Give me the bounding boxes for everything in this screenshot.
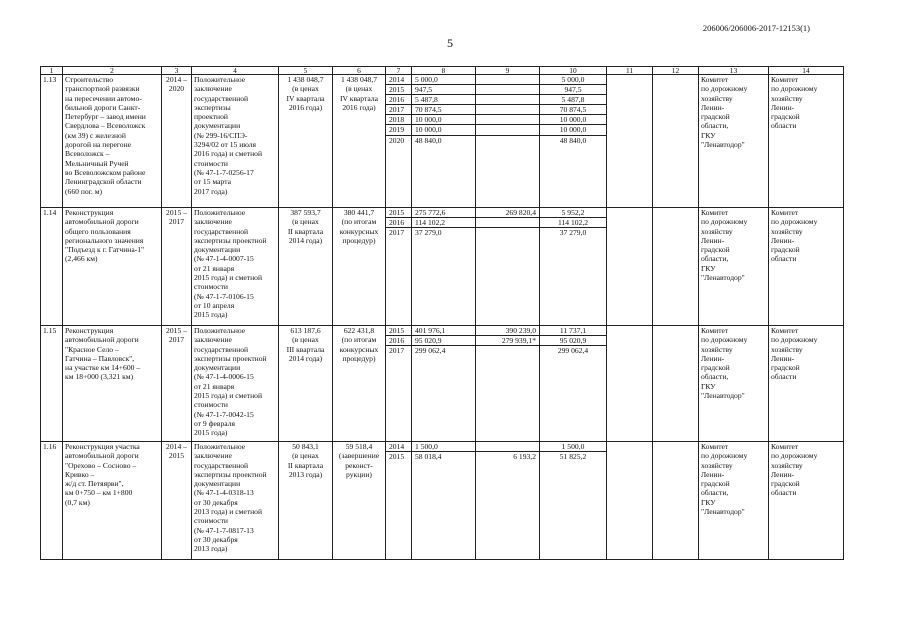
object-name: Реконструкция участка автомобильной дороги "Орехово – Сосново – Кривко – ж/д ст. Петяярви", км 0+750 – км 1+800 (0,7 км) (63, 442, 162, 560)
total-amount-value: 1 500,0 (412, 442, 475, 452)
total-amount-value: 48 840,0 (415, 135, 442, 145)
federal-amount-value (476, 346, 539, 355)
object-name: Строительство транспортной развязки на пересечении автомо- бильной дороги Санкт- Петербург – завод имени Свердлова – Всеволожск (км 39) с железной дорогой на перегоне Всеволожск – Мельничный Ручей во Всеволожском районе Ленинградской области (660 пог. м) (63, 75, 162, 208)
regional-amount-value: 10 000,0 (540, 125, 606, 135)
year-value: 2014 (386, 442, 411, 452)
col-11-empty (607, 75, 653, 208)
customer: Комитет по дорожному хозяйству Ленин- градской области, ГКУ "Ленавтодор" (699, 442, 769, 560)
year-value: 2018 (386, 115, 411, 125)
contract-cost: 59 518,4 (завершение реконст- рукции) (333, 442, 386, 560)
total-amount (412, 442, 476, 560)
regional-amount-value: 1 500,0 (540, 442, 606, 452)
column-number-cell: 3 (162, 67, 192, 75)
total-amount-value: 70 874,5 (412, 105, 475, 115)
year (386, 442, 412, 560)
contract-cost: 380 441,7 (по итогам конкурсных процедур) (333, 208, 386, 326)
column-number-row (41, 67, 844, 75)
col-12-empty (653, 326, 699, 442)
total-amount-value: 275 772,6 (412, 208, 475, 218)
period: 2015 – 2017 (162, 208, 192, 326)
responsible-agent: Комитет по дорожному хозяйству Ленин- градской области (769, 208, 844, 326)
year-value: 2015 (389, 452, 405, 462)
row-number: 1.14 (41, 208, 63, 326)
contract-cost: 622 431,8 (по итогам конкурсных процедур) (333, 326, 386, 442)
row-number: 1.15 (41, 326, 63, 442)
federal-amount-value (476, 218, 539, 228)
column-number-cell: 2 (63, 67, 162, 75)
regional-amount (540, 75, 607, 208)
object-name: Реконструкция автомобильной дороги общего пользования регионального значения "Подъезд к г. Гатчина-1" (2,466 км) (63, 208, 162, 326)
total-amount-value: 114 102,2 (412, 218, 475, 228)
column-number-cell: 5 (279, 67, 333, 75)
federal-amount-value (476, 442, 539, 452)
customer: Комитет по дорожному хозяйству Ленин- градской области, ГКУ "Ленавтодор" (699, 208, 769, 326)
period: 2014 – 2020 (162, 75, 192, 208)
customer: Комитет по дорожному хозяйству Ленин- градской области, ГКУ "Ленавтодор" (699, 326, 769, 442)
total-amount (412, 75, 476, 208)
col-11-empty (607, 208, 653, 326)
regional-amount (540, 208, 607, 326)
federal-amount (476, 75, 540, 208)
estimated-cost: 387 593,7 (в ценах II квартала 2014 года) (279, 208, 333, 326)
federal-amount (476, 326, 540, 442)
col-12-empty (653, 442, 699, 560)
col-11-empty (607, 442, 653, 560)
row-number: 1.16 (41, 442, 63, 560)
col-12-empty (653, 75, 699, 208)
responsible-agent: Комитет по дорожному хозяйству Ленин- градской области (769, 75, 844, 208)
federal-amount (476, 442, 540, 560)
estimated-cost: 613 187,6 (в ценах III квартала 2014 года) (279, 326, 333, 442)
regional-amount (540, 326, 607, 442)
regional-amount-value: 37 279,0 (559, 228, 587, 238)
regional-amount-value: 5 952,2 (540, 208, 606, 218)
col-12-empty (653, 208, 699, 326)
table-row (41, 208, 844, 326)
federal-amount-value (476, 95, 539, 105)
total-amount-value: 5 487,8 (412, 95, 475, 105)
total-amount (412, 208, 476, 326)
responsible-agent: Комитет по дорожному хозяйству Ленин- градской области (769, 326, 844, 442)
column-number-cell: 4 (192, 67, 279, 75)
basis-document: Положительное заключение государственной экспертизы проектной документации (№ 47-1-4-0318-13 от 30 декабря 2013 года) и сметной стоимости (№ 47-1-7-0817-13 от 30 декабря 2013 года) (192, 442, 279, 560)
total-amount-value: 401 976,1 (412, 326, 475, 336)
year-value: 2017 (389, 228, 405, 238)
regional-amount-value: 10 000,0 (540, 115, 606, 125)
object-name: Реконструкция автомобильной дороги "Красное Село – Гатчина – Павловск", на участке км 14+600 – км 18+000 (3,321 км) (63, 326, 162, 442)
federal-amount-value: 6 193,2 (513, 452, 536, 462)
year (386, 208, 412, 326)
col-11-empty (607, 326, 653, 442)
regional-amount-value: 11 737,1 (540, 326, 606, 336)
row-number: 1.13 (41, 75, 63, 208)
column-number-cell: 6 (333, 67, 386, 75)
year-value: 2016 (386, 336, 411, 346)
year-value: 2020 (389, 135, 405, 145)
year-value: 2017 (389, 346, 405, 356)
regional-amount-value: 947,5 (540, 85, 606, 95)
total-amount (412, 326, 476, 442)
column-number-cell: 14 (769, 67, 844, 75)
federal-amount-value (476, 228, 539, 237)
federal-amount-value: 390 239,0 (476, 326, 539, 336)
year-value: 2015 (386, 208, 411, 218)
year (386, 75, 412, 208)
regional-amount-value: 95 020,9 (540, 336, 606, 346)
federal-amount-value: 279 939,1* (476, 336, 539, 346)
total-amount-value: 947,5 (412, 85, 475, 95)
total-amount-value: 10 000,0 (412, 125, 475, 135)
year (386, 326, 412, 442)
regional-amount-value: 299 062,4 (557, 346, 589, 356)
table-row (41, 75, 844, 208)
total-amount-value: 58 018,4 (415, 452, 442, 462)
table-row (41, 442, 844, 560)
year-value: 2015 (386, 85, 411, 95)
total-amount-value: 37 279,0 (415, 228, 442, 238)
regional-amount (540, 442, 607, 560)
period: 2015 – 2017 (162, 326, 192, 442)
year-value: 2017 (386, 105, 411, 115)
federal-amount-value (476, 75, 539, 85)
regional-amount-value: 48 840,0 (559, 135, 587, 145)
year-value: 2019 (386, 125, 411, 135)
regional-amount-value: 70 874,5 (540, 105, 606, 115)
year-value: 2015 (386, 326, 411, 336)
regional-amount-value: 5 000,0 (540, 75, 606, 85)
regional-amount-value: 51 825,2 (559, 452, 587, 462)
column-number-cell: 11 (607, 67, 653, 75)
basis-document: Положительное заключение государственной экспертизы проектной документации (№ 299-16/СПЭ- 3294/02 от 15 июля 2016 года) и сметной стоимости (№ 47-1-7-0256-17 от 15 марта 2017 года) (192, 75, 279, 208)
column-number-cell: 10 (540, 67, 607, 75)
estimated-cost: 50 843,1 (в ценах II квартала 2013 года) (279, 442, 333, 560)
federal-amount-value (476, 85, 539, 95)
column-number-cell: 7 (386, 67, 412, 75)
federal-amount-value: 269 820,4 (476, 208, 539, 218)
federal-amount-value (476, 105, 539, 115)
column-number-cell: 9 (476, 67, 540, 75)
total-amount-value: 5 000,0 (412, 75, 475, 85)
period: 2014 – 2015 (162, 442, 192, 560)
contract-cost: 1 438 048,7 (в ценах IV квартала 2016 года) (333, 75, 386, 208)
year-value: 2014 (386, 75, 411, 85)
federal-amount-value (476, 125, 539, 135)
basis-document: Положительное заключение государственной экспертизы проектной документации (№ 47-1-4-0006-15 от 21 января 2015 года) и сметной стоимости (№ 47-1-7-0042-15 от 9 февраля 2015 года) (192, 326, 279, 442)
total-amount-value: 95 020,9 (412, 336, 475, 346)
year-value: 2016 (386, 95, 411, 105)
federal-amount (476, 208, 540, 326)
responsible-agent: Комитет по дорожному хозяйству Ленин- градской области (769, 442, 844, 560)
basis-document: Положительное заключение государственной экспертизы проектной документации (№ 47-1-4-0007-15 от 21 января 2015 года) и сметной стоимости (№ 47-1-7-0106-15 от 10 апреля 2015 года) (192, 208, 279, 326)
federal-amount-value (476, 115, 539, 125)
federal-amount-value (476, 136, 539, 145)
regional-amount-value: 5 487,8 (540, 95, 606, 105)
column-number-cell: 8 (412, 67, 476, 75)
estimated-cost: 1 438 048,7 (в ценах IV квартала 2016 года) (279, 75, 333, 208)
table-row (41, 326, 844, 442)
page-number: 5 (447, 36, 453, 50)
column-number-cell: 1 (41, 67, 63, 75)
column-number-cell: 13 (699, 67, 769, 75)
total-amount-value: 299 062,4 (415, 346, 446, 356)
year-value: 2016 (386, 218, 411, 228)
total-amount-value: 10 000,0 (412, 115, 475, 125)
regional-amount-value: 114 102,2 (540, 218, 606, 228)
program-table (40, 66, 844, 560)
column-number-cell: 12 (653, 67, 699, 75)
customer: Комитет по дорожному хозяйству Ленин- градской области, ГКУ "Ленавтодор" (699, 75, 769, 208)
document-id: 206006/206006-2017-12153(1) (702, 23, 810, 33)
